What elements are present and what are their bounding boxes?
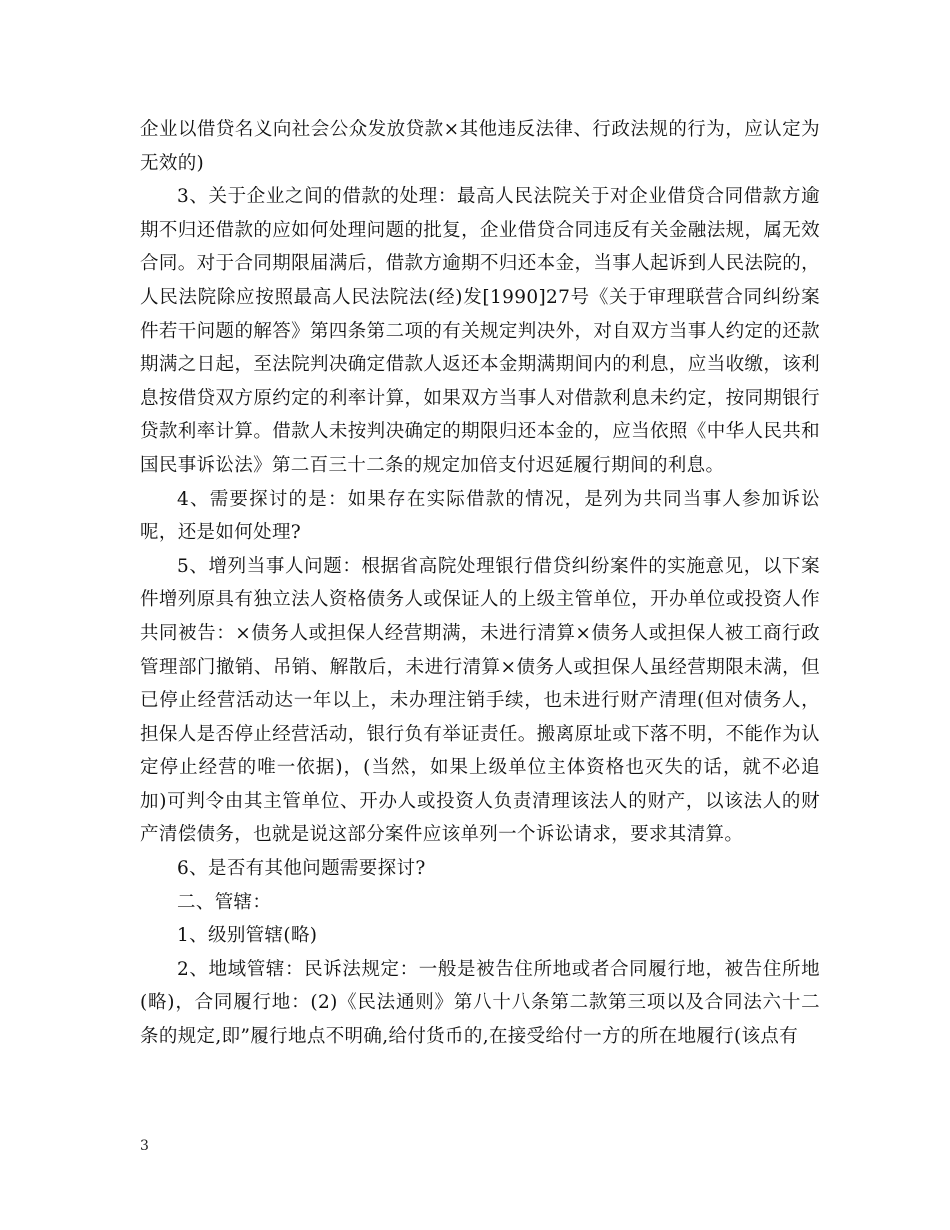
paragraph-item-3-enterprise-loans: 3、关于企业之间的借款的处理：最高人民法院关于对企业借贷合同借款方逾期不归还借款的应如何处理问题的批复，企业借贷合同违反有关金融法规，属无效合同。对于合同期限届满后，借款方逾期不归还本金，当事人起诉到人民法院的，人民法院除应按照最高人民法院法(经)发[1990]27号《关于审理联营合同纠纷案件若干问题的解答》第四条第二项的有关规定判决外，对自双方当事人约定的还款期满之日起，至法院判决确定借款人返还本金期满期间内的利息，应当收缴，该利息按借贷双方原约定的利率计算，如果双方当事人对借款利息未约定，按同期银行贷款利率计算。借款人未按判决确定的期限归还本金的，应当依照《中华人民共和国民事诉讼法》第二百三十二条的规定加倍支付迟延履行期间的利息。 <box>140 186 820 476</box>
section-heading-jurisdiction: 二、管辖： <box>177 891 272 913</box>
paragraph-level-jurisdiction: 1、级别管辖(略) <box>177 925 318 947</box>
page-number: 3 <box>140 1138 149 1154</box>
paragraph-item-4-discussion: 4、需要探讨的是：如果存在实际借款的情况，是列为共同当事人参加诉讼呢，还是如何处理? <box>140 488 820 544</box>
paragraph-continuation: 企业以借贷名义向社会公众发放贷款×其他违反法律、行政法规的行为，应认定为无效的) <box>140 119 820 174</box>
paragraph-item-5-added-parties: 5、增列当事人问题：根据省高院处理银行借贷纠纷案件的实施意见，以下案件增列原具有独立法人资格债务人或保证人的上级主管单位，开办单位或投资人作共同被告：×债务人或担保人经营期满，未进行清算×债务人或担保人被工商行政管理部门撤销、吊销、解散后，未进行清算×债务人或担保人虽经营期限未满，但已停止经营活动达一年以上，未办理注销手续，也未进行财产清理(但对债务人，担保人是否停止经营活动，银行负有举证责任。搬离原址或下落不明，不能作为认定停止经营的唯一依据)，(当然，如果上级单位主体资格也灭失的话，就不必追加)可判令由其主管单位、开办人或投资人负责清理该法人的财产，以该法人的财产清偿债务，也就是说这部分案件应该单列一个诉讼请求，要求其清算。 <box>140 555 820 846</box>
paragraph-territorial-jurisdiction: 2、地域管辖：民诉法规定：一般是被告住所地或者合同履行地，被告住所地(略)，合同履行地：(2)《民法通则》第八十八条第二款第三项以及合同法六十二条的规定,即”履行地点不明确,给付货币的,在接受给付一方的所在地履行(该点有 <box>140 958 820 1048</box>
paragraph-item-6-other-issues: 6、是否有其他问题需要探讨? <box>177 858 426 880</box>
document-body <box>140 113 820 1054</box>
